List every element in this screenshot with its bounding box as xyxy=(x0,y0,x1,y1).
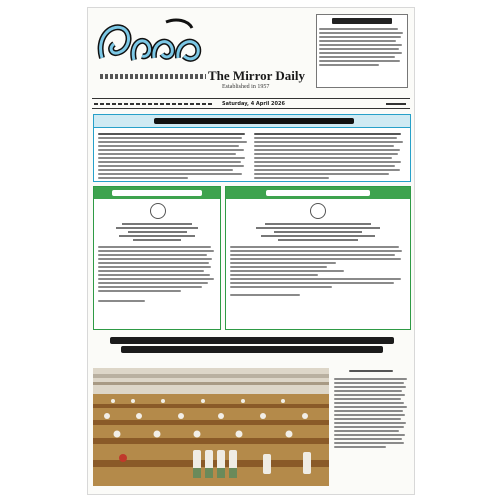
government-seal-icon xyxy=(310,203,326,219)
mirror-logo xyxy=(96,18,206,70)
government-seal-icon xyxy=(150,203,166,219)
announcement-left-heading xyxy=(94,187,220,199)
dateline xyxy=(92,98,410,109)
announcement-box-left xyxy=(93,186,221,330)
newspaper-page xyxy=(88,8,414,494)
main-headline xyxy=(110,335,394,355)
lead-story-column-right xyxy=(254,131,404,181)
announcement-right-heading xyxy=(226,187,410,199)
established-text: Established in 1957 xyxy=(222,84,270,90)
announcement-box-right xyxy=(225,186,411,330)
lead-story-column-left xyxy=(98,131,248,181)
masthead xyxy=(94,12,304,96)
notice-box xyxy=(316,14,408,88)
issue-date: Saturday, 4 April 2026 xyxy=(222,101,285,107)
photo-side-text xyxy=(334,368,408,486)
notice-heading xyxy=(332,18,392,24)
lead-story-heading xyxy=(94,115,410,128)
lead-story-box xyxy=(93,114,411,182)
parliament-photo xyxy=(93,368,329,486)
paper-name-en: The Mirror Daily xyxy=(208,68,306,83)
motto-text xyxy=(100,74,206,79)
